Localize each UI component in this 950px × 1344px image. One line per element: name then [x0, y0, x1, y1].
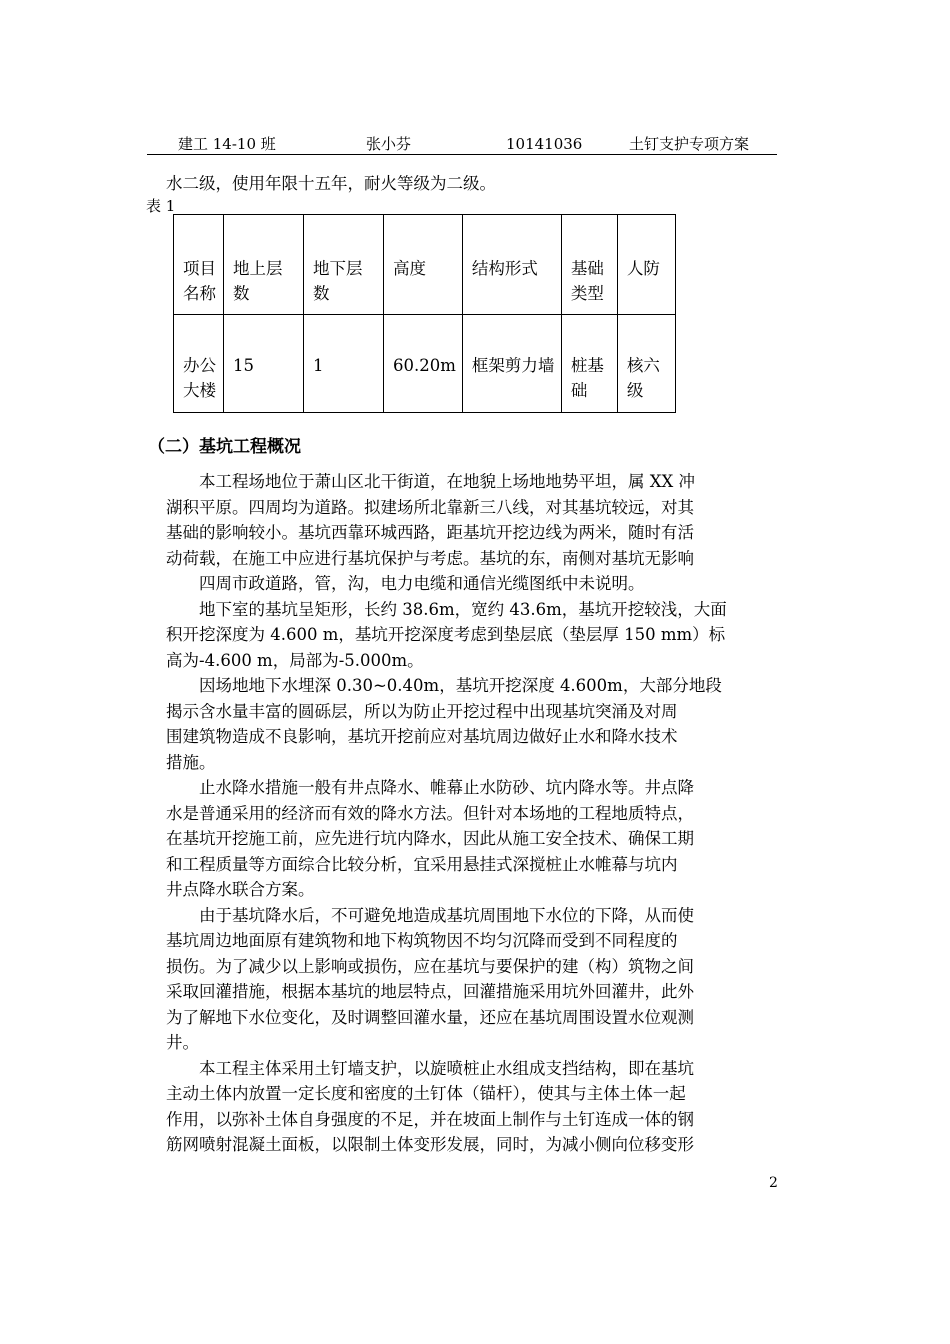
table-cell: 60.20m	[384, 315, 463, 413]
text-line: 积开挖深度为 4.600 m，基坑开挖深度考虑到垫层底（垫层厚 150 mm）标	[166, 625, 726, 644]
header-student-id: 10141036	[506, 135, 583, 153]
building-info-table	[173, 214, 676, 413]
text-line: 动荷载，在施工中应进行基坑保护与考虑。基坑的东，南侧对基坑无影响	[166, 548, 694, 568]
table-cell: 框架剪力墙	[462, 315, 561, 413]
table-header-cell: 地下层数	[304, 215, 384, 315]
table-header-cell: 地上层数	[224, 215, 304, 315]
page-header	[147, 134, 777, 155]
table-header-cell: 基础 类型	[561, 215, 617, 315]
table-header-cell: 项目 名称	[174, 215, 224, 315]
table-header-cell: 结构形式	[462, 215, 561, 315]
table-cell: 办公 大楼	[174, 315, 224, 413]
text-line: 由于基坑降水后，不可避免地造成基坑周围地下水位的下降，从而使	[166, 905, 694, 925]
text-line: 地下室的基坑呈矩形，长约 38.6m，宽约 43.6m，基坑开挖较浅，大面	[166, 599, 727, 619]
text-line: 损伤。为了减少以上影响或损伤，应在基坑与要保护的建（构）筑物之间	[166, 956, 694, 976]
table-cell: 1	[304, 315, 384, 413]
table-header-row	[174, 215, 676, 315]
text-line: 采取回灌措施，根据本基坑的地层特点，回灌措施采用坑外回灌井，此外	[166, 982, 694, 1001]
text-line: 本工程场地位于萧山区北干街道，在地貌上场地地势平坦，属 XX 冲	[166, 472, 695, 491]
text-line: 本工程主体采用土钉墙支护，以旋喷桩止水组成支挡结构，即在基坑	[166, 1058, 694, 1078]
header-author: 张小芬	[366, 135, 412, 153]
intro-line: 水二级，使用年限十五年，耐火等级为二级。	[166, 174, 496, 193]
table-header-cell: 高度	[384, 215, 463, 315]
header-doc-title: 土钉支护专项方案	[629, 135, 750, 153]
table-cell: 核六 级	[617, 315, 675, 413]
text-line: 井点降水联合方案。	[166, 880, 315, 899]
text-line: 湖积平原。四周均为道路。拟建场所北靠新三八线，对其基坑较远，对其	[166, 497, 694, 517]
text-line: 水是普通采用的经济而有效的降水方法。但针对本场地的工程地质特点，	[166, 803, 694, 823]
text-line: 基础的影响较小。基坑西靠环城西路，距基坑开挖边线为两米，随时有活	[166, 523, 694, 542]
table-label: 表 1	[146, 197, 176, 215]
text-line: 基坑周边地面原有建筑物和地下构筑物因不均匀沉降而受到不同程度的	[166, 931, 678, 950]
text-line: 措施。	[166, 752, 216, 772]
text-line: 高为-4.600 m，局部为-5.000m。	[166, 650, 424, 670]
page-number: 2	[769, 1175, 778, 1191]
text-line: 四周市政道路，管，沟，电力电缆和通信光缆图纸中未说明。	[166, 574, 645, 593]
text-line: 筋网喷射混凝土面板，以限制土体变形发展，同时，为减小侧向位移变形	[166, 1135, 694, 1154]
text-line: 止水降水措施一般有井点降水、帷幕止水防砂、坑内降水等。井点降	[166, 778, 694, 797]
section-title: （二）基坑工程概况	[148, 437, 301, 457]
text-line: 因场地地下水埋深 0.30~0.40m，基坑开挖深度 4.600m，大部分地段	[166, 676, 722, 695]
text-line: 揭示含水量丰富的圆砾层，所以为防止开挖过程中出现基坑突涌及对周	[166, 701, 678, 721]
header-class: 建工 14-10 班	[178, 135, 276, 153]
text-line: 井。	[166, 1033, 199, 1052]
table-header-cell: 人防	[617, 215, 675, 315]
text-line: 为了解地下水位变化，及时调整回灌水量，还应在基坑周围设置水位观测	[166, 1007, 694, 1027]
text-line: 作用，以弥补土体自身强度的不足，并在坡面上制作与土钉连成一体的钢	[166, 1109, 694, 1129]
table-cell: 15	[224, 315, 304, 413]
text-line: 主动土体内放置一定长度和密度的土钉体（锚杆），使其与主体土体一起	[166, 1084, 686, 1103]
text-line: 在基坑开挖施工前，应先进行坑内降水，因此从施工安全技术、确保工期	[166, 829, 694, 848]
text-line: 和工程质量等方面综合比较分析，宜采用悬挂式深搅桩止水帷幕与坑内	[166, 854, 678, 874]
table-row	[174, 315, 676, 413]
table-cell: 桩基 础	[561, 315, 617, 413]
text-line: 围建筑物造成不良影响，基坑开挖前应对基坑周边做好止水和降水技术	[166, 727, 678, 746]
